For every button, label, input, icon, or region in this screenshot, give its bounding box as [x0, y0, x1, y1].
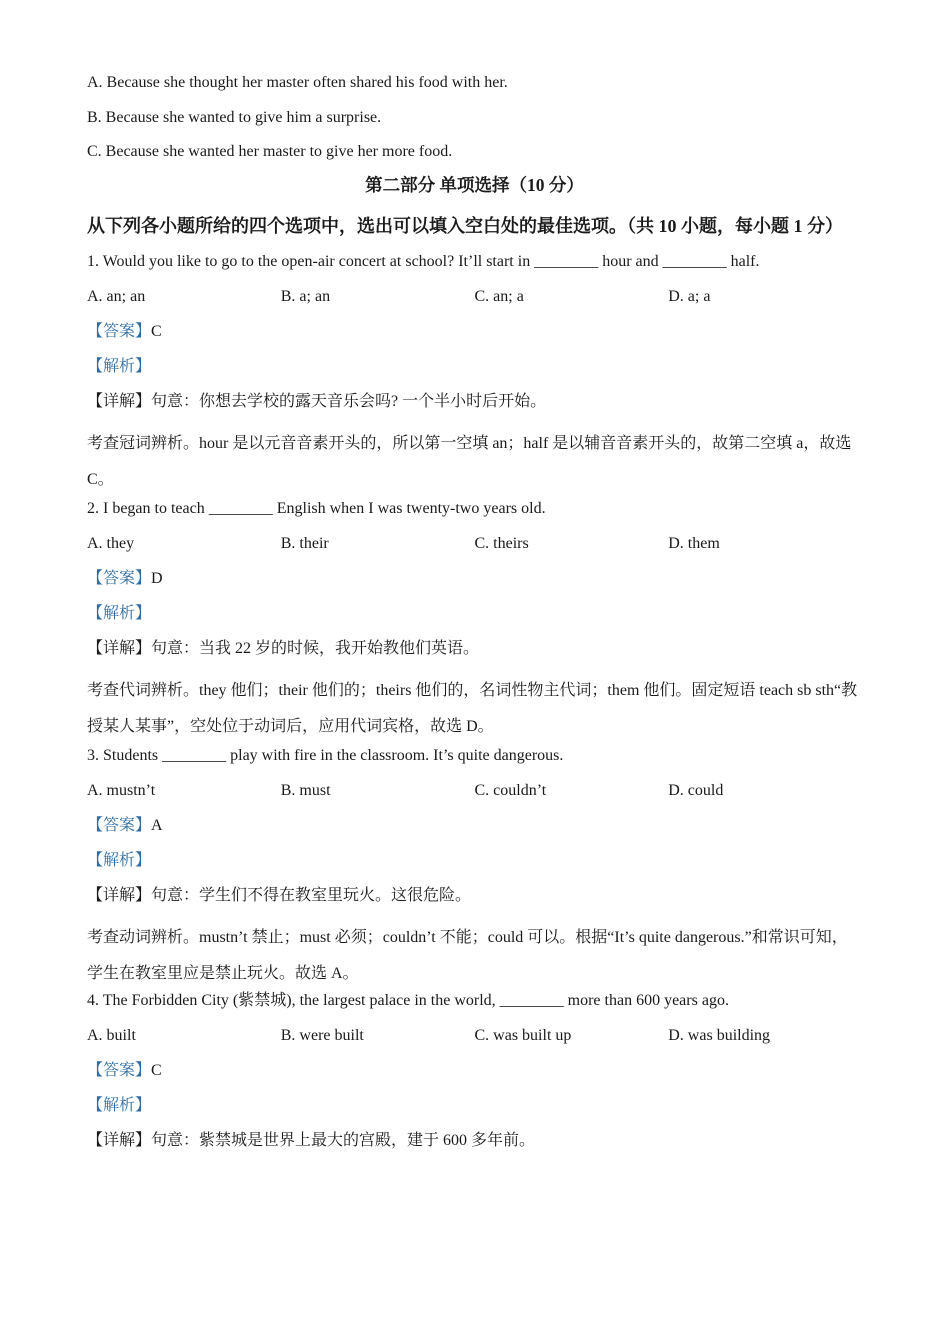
- question-3: [87, 745, 862, 990]
- detail-label: 【详解】: [87, 393, 152, 410]
- option-a: A. mustn’t: [87, 782, 156, 799]
- prev-option-c: C. Because she wanted her master to give her more food.: [87, 143, 453, 160]
- detail-line: [87, 1130, 862, 1165]
- answer-label: 【答案】: [87, 323, 152, 340]
- analysis-label: 【解析】: [87, 852, 152, 869]
- explanation-text: 考查动词辨析。mustn’t 禁止；must 必须；couldn’t 不能；could 可以。根据“It’s quite dangerous.”和常识可知，学生在教室里应是禁止玩火。故选 A。: [87, 929, 848, 982]
- option-a: A. an; an: [87, 288, 146, 305]
- detail-label: 【详解】: [87, 887, 152, 904]
- answer-label: 【答案】: [87, 570, 152, 587]
- question-options: [87, 1025, 862, 1060]
- option-d: D. them: [668, 535, 720, 552]
- analysis-label: 【解析】: [87, 605, 152, 622]
- detail-line: [87, 885, 862, 920]
- prev-option-a: A. Because she thought her master often shared his food with her.: [87, 74, 508, 91]
- option-b: B. their: [280, 535, 329, 552]
- question-2: [87, 498, 862, 745]
- answer-label: 【答案】: [87, 817, 152, 834]
- option-b: B. were built: [280, 1027, 364, 1044]
- section-title: 第二部分 单项选择（10 分）: [365, 175, 584, 195]
- meaning-text: 句意：当我 22 岁的时候，我开始教他们英语。: [151, 640, 480, 657]
- option-c: C. an; a: [474, 288, 524, 305]
- detail-line: [87, 391, 862, 426]
- question-options: [87, 533, 862, 568]
- option-b: B. must: [280, 782, 331, 799]
- answer-line: [87, 815, 862, 850]
- option-c: C. was built up: [474, 1027, 572, 1044]
- analysis-label: 【解析】: [87, 358, 152, 375]
- meaning-text: 句意：你想去学校的露天音乐会吗? 一个半小时后开始。: [151, 393, 547, 410]
- option-d: D. a; a: [668, 288, 711, 305]
- answer-value: C: [151, 1062, 162, 1079]
- question-stem: 1. Would you like to go to the open-air concert at school? It’ll start in ________ hour and ________ half.: [87, 253, 760, 270]
- option-d: D. was building: [668, 1027, 771, 1044]
- answer-line: [87, 1060, 862, 1095]
- detail-line: [87, 638, 862, 673]
- answer-value: C: [151, 323, 162, 340]
- prev-option-b: B. Because she wanted to give him a surprise.: [87, 108, 382, 126]
- question-stem: 2. I began to teach ________ English when I was twenty-two years old.: [87, 500, 546, 517]
- question-stem: 4. The Forbidden City (紫禁城), the largest palace in the world, ________ more than 600 years ago.: [87, 992, 729, 1009]
- meaning-text: 句意：学生们不得在教室里玩火。这很危险。: [151, 887, 472, 904]
- analysis-line: [87, 850, 862, 885]
- answer-label: 【答案】: [87, 1062, 152, 1079]
- analysis-line: [87, 356, 862, 391]
- section-instruction: 从下列各小题所给的四个选项中，选出可以填入空白处的最佳选项。（共 10 小题，每小题 1 分）: [87, 216, 843, 236]
- question-4: [87, 990, 862, 1165]
- answer-value: D: [151, 570, 163, 587]
- option-c: C. theirs: [474, 535, 529, 552]
- option-a: A. they: [87, 535, 135, 552]
- option-a: A. built: [87, 1027, 136, 1044]
- detail-label: 【详解】: [87, 1132, 152, 1149]
- option-b: B. a; an: [280, 288, 331, 305]
- explanation-text: 考查冠词辨析。hour 是以元音音素开头的，所以第一空填 an；half 是以辅音音素开头的，故第二空填 a，故选 C。: [87, 435, 852, 488]
- question-options: [87, 286, 862, 321]
- meaning-text: 句意：紫禁城是世界上最大的宫殿，建于 600 多年前。: [151, 1132, 536, 1149]
- analysis-line: [87, 603, 862, 638]
- answer-line: [87, 321, 862, 356]
- analysis-label: 【解析】: [87, 1097, 152, 1114]
- question-stem: 3. Students ________ play with fire in the classroom. It’s quite dangerous.: [87, 747, 564, 764]
- answer-value: A: [151, 817, 163, 834]
- option-c: C. couldn’t: [474, 782, 547, 799]
- option-d: D. could: [668, 782, 724, 799]
- detail-label: 【详解】: [87, 640, 152, 657]
- question-options: [87, 780, 862, 815]
- explanation-text: 考查代词辨析。they 他们；their 他们的；theirs 他们的，名词性物主代词；them 他们。固定短语 teach sb sth“教授某人某事”，空处位于动词后，应用代词宾格，故选 D。: [87, 682, 858, 735]
- answer-line: [87, 568, 862, 603]
- analysis-line: [87, 1095, 862, 1130]
- question-1: [87, 251, 862, 498]
- document-page: [87, 72, 862, 1165]
